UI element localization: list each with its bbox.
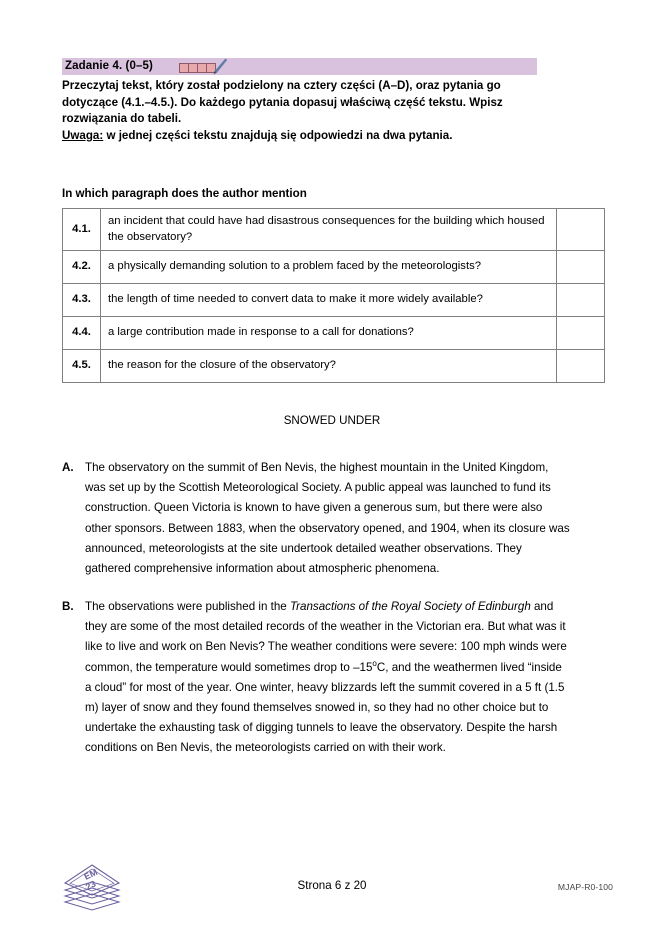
publication-title: Transactions of the Royal Society of Edinburgh [289,600,531,613]
row-question: the length of time needed to convert data to make it more widely available? [101,284,557,317]
table-row [63,209,605,251]
passage-title: SNOWED UNDER [283,414,381,427]
matching-table [62,208,605,383]
task-instructions [62,78,562,144]
paragraph-marker-a: A. [62,461,74,474]
paragraph-marker-b: B. [62,600,74,613]
row-number: 4.5. [63,350,101,383]
row-number: 4.4. [63,317,101,350]
row-question: the reason for the closure of the observatory? [101,350,557,383]
pencil-icon [212,58,228,80]
question-prompt: In which paragraph does the author mention [62,187,307,200]
note-label: Uwaga: [62,128,104,142]
degree-superscript: o [372,658,377,668]
task-header-bar [62,58,537,75]
footer-sheet-code: MJAP-R0-100 [557,882,613,892]
row-number: 4.2. [63,251,101,284]
footer-page-label: Strona 6 z 20 [297,879,367,892]
instructions-line-3: rozwiązania do tabeli. [62,112,182,126]
passage-paragraph-b [62,597,570,759]
task-header-label: Zadanie 4. (0–5) [65,60,153,72]
table-row [63,251,605,284]
row-answer-cell[interactable] [557,317,605,350]
svg-text:EM: EM [82,866,99,882]
paragraph-b-part-2: and they are some of the most detailed records of the weather in the Victorian era. But what was it like to live and work on Ben Nevis? The weather conditions were severe: 100 mph winds were common, the temperature would sometimes drop to –15 [85,600,567,674]
paragraph-text-a: The observatory on the summit of Ben Nevis, the highest mountain in the United Kingdom, was set up by the Scottish Meteorological Society. A public appeal was launched to fund its construction. Queen Victoria is known to have given a generous sum, but there were also other sponsors. Between 1883, when the observatory opened, and 1904, when its closure was announced, meteorologists at the site undertook detailed weather observations. They gathered comprehensive information about atmospheric phenomena. [85,461,570,576]
note-text: w jednej części tekstu znajdują się odpowiedzi na dwa pytania. [103,128,453,142]
row-answer-cell[interactable] [557,209,605,251]
score-boxes-icon [179,63,215,73]
paragraph-b-part-1: The observations were published in the [85,600,290,613]
svg-text:23: 23 [83,878,98,892]
paragraph-b-part-3: C, and the weathermen lived “inside a cloud” for most of the year. One winter, heavy blizzards left the summit covered in a 5 ft (1.5 m) layer of snow and they found themselves snowed in, so they had no other choice but to undertake the exhausting task of digging tunnels to leave the observatory. Despite the harsh conditions on Ben Nevis, the meteorologists carried on with their work. [85,660,565,755]
table-row [63,284,605,317]
score-boxes-pencil-icon [179,59,235,74]
paragraph-text-b [85,597,570,759]
row-question: a physically demanding solution to a problem faced by the meteorologists? [101,251,557,284]
instructions-line-1: Przeczytaj tekst, który został podzielony na cztery części (A–D), oraz pytania go [62,79,501,92]
row-answer-cell[interactable] [557,284,605,317]
instructions-line-2: dotyczące (4.1.–4.5.). Do każdego pytania dopasuj właściwą część tekstu. Wpisz [62,95,503,109]
passage-paragraph-a [62,458,570,579]
table-row [63,350,605,383]
row-number: 4.1. [63,209,101,251]
row-answer-cell[interactable] [557,350,605,383]
row-number: 4.3. [63,284,101,317]
row-question: an incident that could have had disastrous consequences for the building which housed the observatory? [101,209,557,251]
row-answer-cell[interactable] [557,251,605,284]
table-row [63,317,605,350]
row-question: a large contribution made in response to a call for donations? [101,317,557,350]
